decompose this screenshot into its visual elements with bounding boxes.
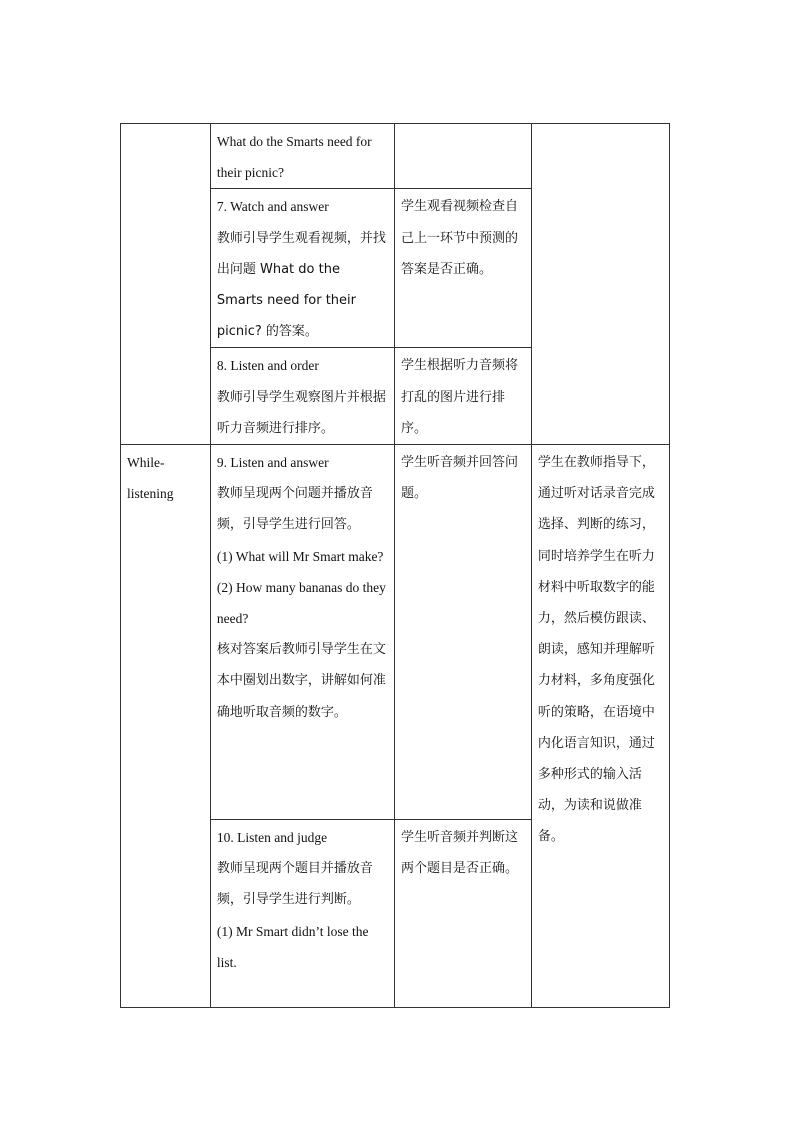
activity-text: What do the Smarts need for their picnic? <box>216 134 372 181</box>
table-row <box>121 124 670 189</box>
activity-text: 教师引导学生观看视频，并找出问题 What do the Smarts need for their picnic? 的答案。 <box>216 230 386 340</box>
student-activity-text: 学生观看视频检查自己上一环节中预测的答案是否正确。 <box>400 199 518 277</box>
lesson-plan-table <box>120 123 670 1008</box>
activity-cell <box>210 820 394 1008</box>
question-1: (1) What will Mr Smart make? <box>216 548 384 564</box>
activity-cell <box>210 445 394 820</box>
activity-text: 教师引导学生观察图片并根据听力音频进行排序。 <box>216 389 386 436</box>
student-activity-cell <box>394 820 531 1008</box>
purpose-cell <box>531 124 669 445</box>
activity-title: 9. Listen and answer <box>216 455 329 471</box>
student-activity-cell <box>394 124 531 189</box>
activity-title: 8. Listen and order <box>216 358 319 374</box>
activity-cell <box>210 348 394 445</box>
stage-label: While-listening <box>127 455 174 502</box>
activity-text: 核对答案后教师引导学生在文本中圈划出数字，讲解如何准确地听取音频的数字。 <box>216 642 386 720</box>
student-activity-text: 学生听音频并判断这两个题目是否正确。 <box>400 830 518 877</box>
activity-title: 7. Watch and answer <box>216 199 329 215</box>
student-activity-cell <box>394 189 531 348</box>
question-1: (1) Mr Smart didn’t lose the list. <box>216 923 369 970</box>
purpose-text: 学生在教师指导下，通过听对话录音完成选择、判断的练习，同时培养学生在听力材料中听取数字的能力，然后模仿跟读、朗读，感知并理解听力材料，多角度强化听的策略，在语境中内化语言知识，通过多种形式的输入活动，为读和说做准备。 <box>537 455 655 845</box>
activity-title: 10. Listen and judge <box>216 830 328 846</box>
activity-cell <box>210 124 394 189</box>
table-row <box>121 445 670 820</box>
student-activity-text: 学生听音频并回答问题。 <box>400 455 518 502</box>
purpose-cell <box>531 445 669 1008</box>
question-2: (2) How many bananas do they need? <box>216 579 386 627</box>
activity-cell <box>210 189 394 348</box>
student-activity-cell <box>394 445 531 820</box>
activity-text: 教师呈现两个题目并播放音频，引导学生进行判断。 <box>216 861 373 908</box>
stage-cell <box>121 445 211 1008</box>
student-activity-cell <box>394 348 531 445</box>
student-activity-text: 学生根据听力音频将打乱的图片进行排序。 <box>400 358 518 436</box>
stage-cell <box>121 124 211 445</box>
activity-text: 教师呈现两个问题并播放音频，引导学生进行回答。 <box>216 486 373 533</box>
